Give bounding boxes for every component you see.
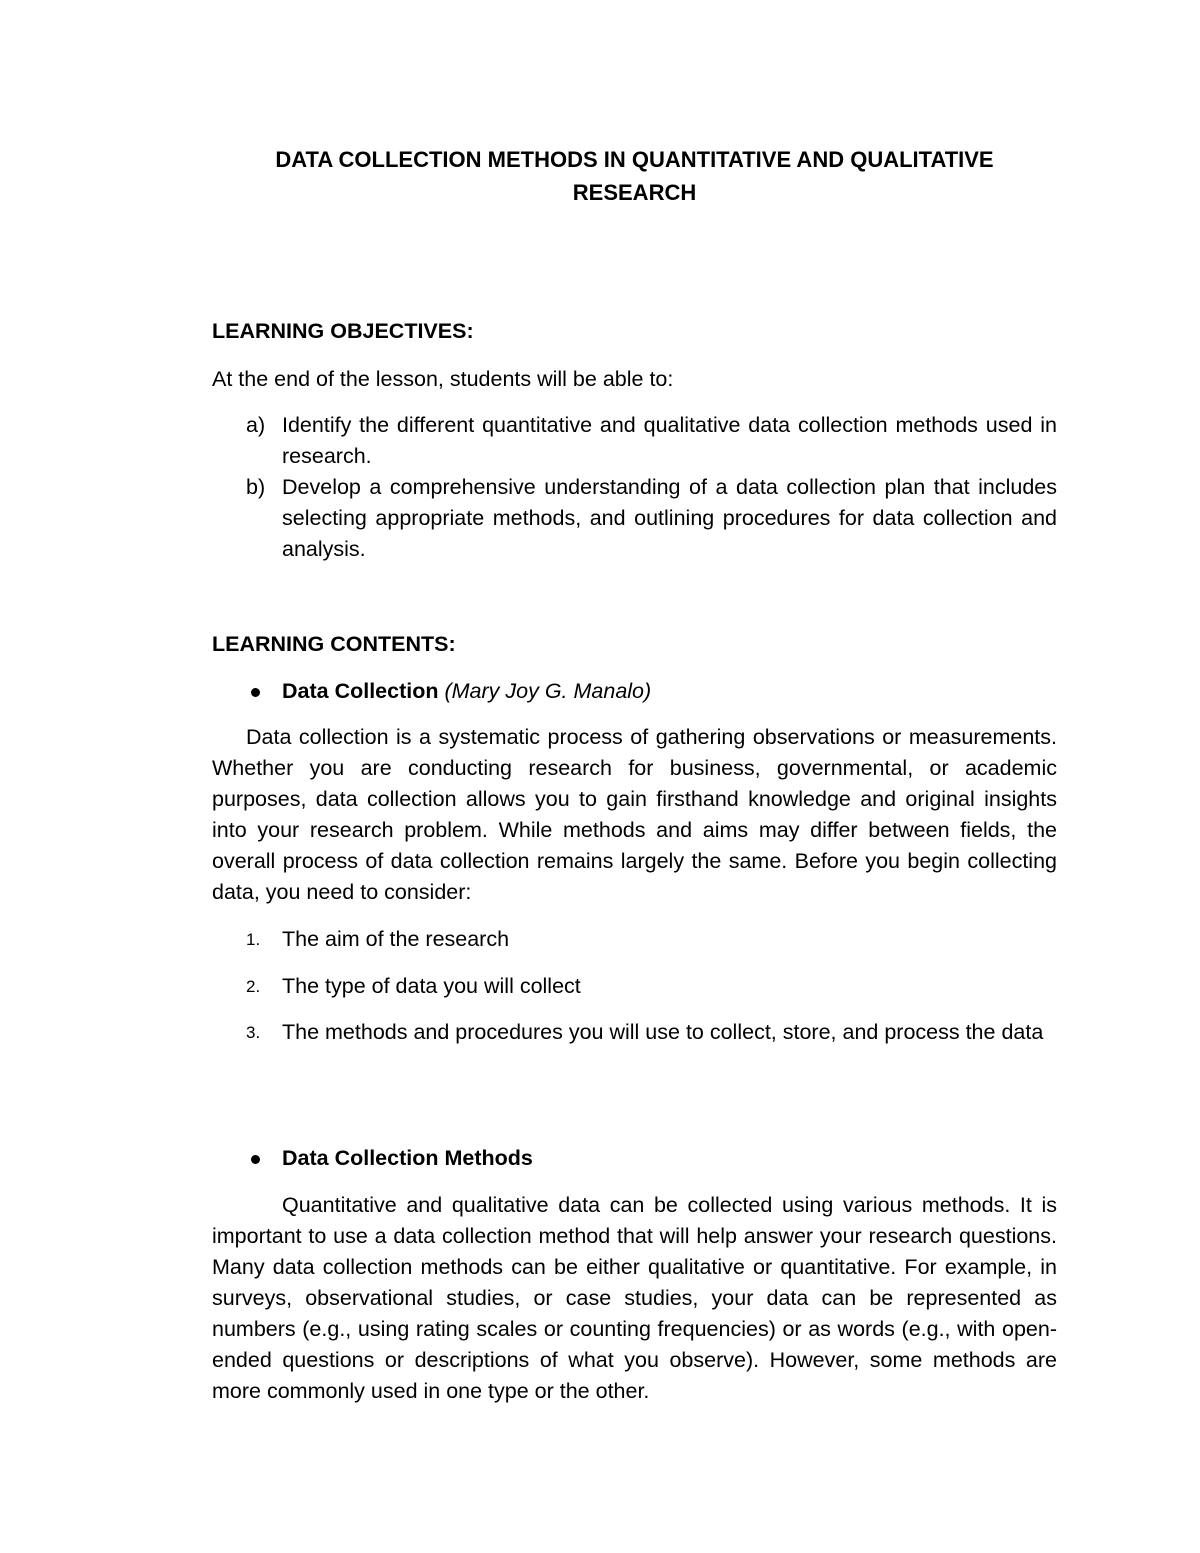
document-title: [212, 143, 1057, 209]
objective-marker-b: b): [246, 475, 266, 499]
section-author: (Mary Joy G. Manalo): [444, 679, 652, 703]
data-collection-paragraph: Data collection is a systematic process of gathering observations or measurements. Whether you are conducting research for business, governmental, or academic purposes, data collection allows you to gain firsthand knowledge and original insights into your research problem. While methods and aims may differ between fields, the overall process of data collection remains largely the same. Before you begin collecting data, you need to consider:: [212, 725, 1057, 904]
objective-text-a: Identify the different quantitative and qualitative data collection methods used in research.: [282, 413, 1057, 468]
section-data-collection: [212, 676, 1057, 707]
objective-text-b: Develop a comprehensive understanding of a data collection plan that includes selecting appropriate methods, and outlining procedures for data collection and analysis.: [282, 475, 1057, 561]
consider-item-2: [212, 971, 1057, 1002]
objective-item-a: [212, 410, 1057, 472]
consider-text-3: The methods and procedures you will use to collect, store, and process the data: [282, 1020, 1044, 1044]
contents-heading: LEARNING CONTENTS:: [212, 632, 456, 656]
methods-paragraph: Quantitative and qualitative data can be collected using various methods. It is important to use a data collection method that will help answer your research questions. Many data collection methods can be either qualitative or quantitative. For example, in surveys, observational studies, or case studies, your data can be represented as numbers (e.g., using rating scales or counting frequencies) or as words (e.g., with open-ended questions or descriptions of what you observe). However, some methods are more commonly used in one type or the other.: [212, 1193, 1057, 1403]
objectives-intro: At the end of the lesson, students will be able to:: [212, 367, 674, 391]
objectives-heading: LEARNING OBJECTIVES:: [212, 319, 474, 343]
consider-item-1: [212, 924, 1057, 955]
title-line-2: RESEARCH: [572, 180, 697, 205]
objective-marker-a: a): [246, 413, 266, 437]
bullet-icon: [251, 688, 260, 697]
consider-marker-3: 3.: [246, 1023, 261, 1042]
objective-item-b: [212, 472, 1057, 565]
section-title-data-collection: Data Collection: [282, 679, 439, 703]
consider-item-3: [212, 1017, 1057, 1048]
title-line-1: DATA COLLECTION METHODS IN QUANTITATIVE AND QUALITATIVE: [275, 147, 994, 172]
section-data-collection-methods: [212, 1143, 1057, 1174]
consider-text-1: The aim of the research: [282, 927, 510, 951]
section-title-methods: Data Collection Methods: [282, 1146, 533, 1170]
consider-text-2: The type of data you will collect: [282, 974, 581, 998]
consider-marker-2: 2.: [246, 977, 261, 996]
bullet-icon: [251, 1155, 260, 1164]
consider-marker-1: 1.: [246, 930, 261, 949]
